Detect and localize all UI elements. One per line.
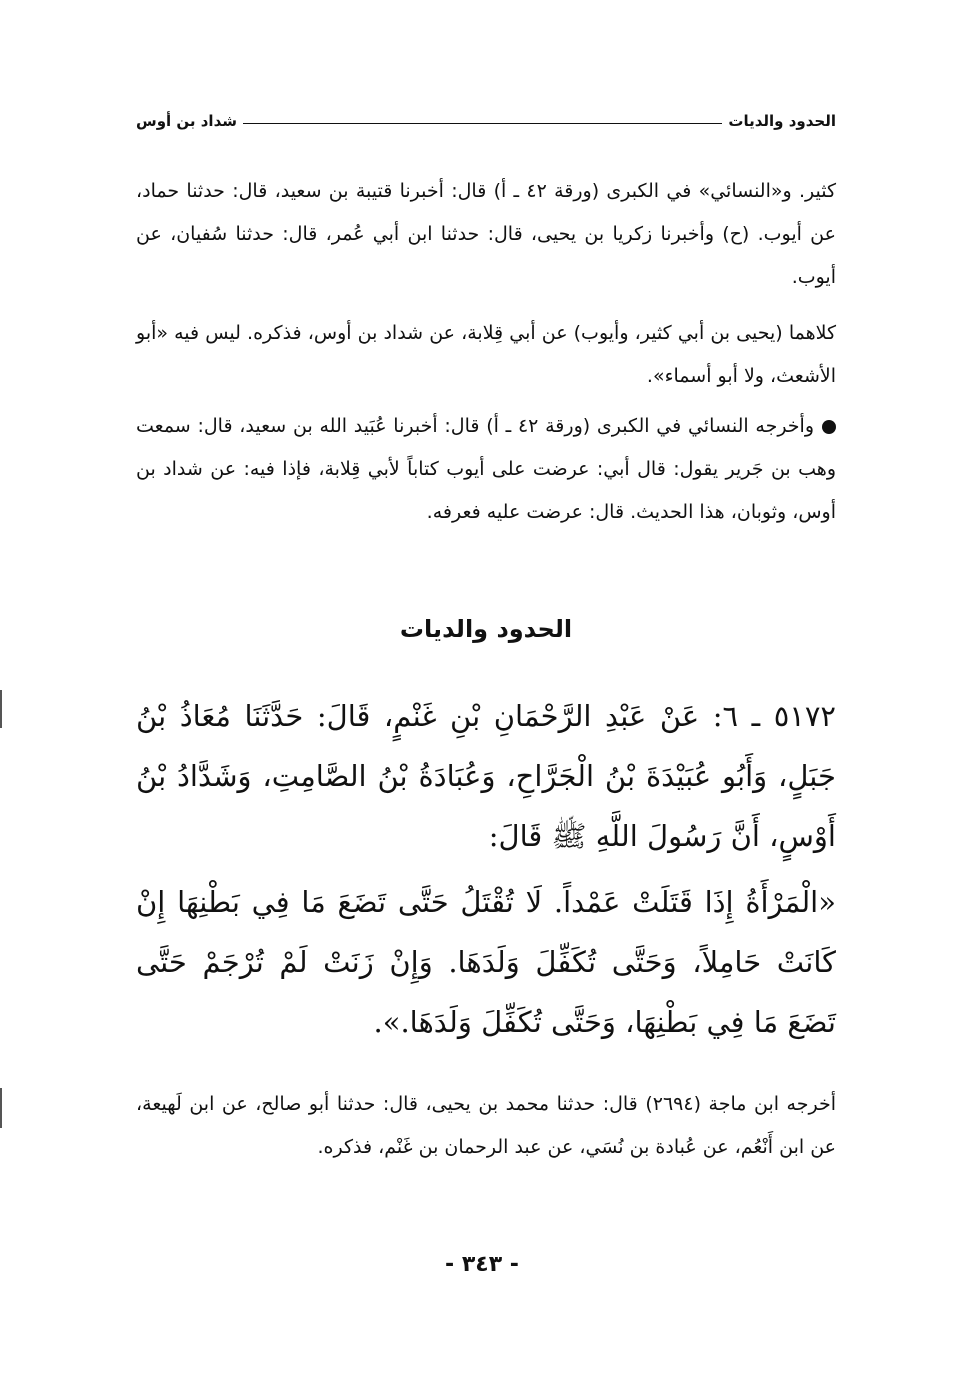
running-header	[136, 100, 836, 130]
paragraph-both-narrators: كلاهما (يحيى بن أبي كثير، وأيوب) عن أبي قِلابة، عن شداد بن أوس، فذكره. ليس فيه «أبو الأشعث، ولا أبو أسماء».	[136, 322, 836, 387]
page-number: - ٣٤٣ -	[445, 1252, 519, 1277]
paragraph-nasai-report	[136, 405, 836, 534]
paragraph-takhrij-continued: كثير. و«النسائي» في الكبرى (ورقة ٤٢ ـ أ) قال: أخبرنا قتيبة بن سعيد، قال: حدثنا حماد، عن أيوب. (ح) وأخبرنا زكريا بن يحيى، قال: حدثنا ابن أبي عُمر، قال: حدثنا سُفيان، عن أيوب.	[136, 180, 836, 288]
header-narrator-title: شداد بن أوس	[136, 112, 237, 130]
paragraph-ibn-majah: أخرجه ابن ماجة (٢٦٩٤) قال: حدثنا محمد بن يحيى، قال: حدثنا أبو صالح، عن ابن لَهيعة، عن ابن أَنْعُم، عن عُبادة بن نُسَي، عن عبد الرحمان بن غَنْم، فذكره.	[136, 1093, 836, 1158]
paragraph-nasai-text: وأخرجه النسائي في الكبرى (ورقة ٤٢ ـ أ) قال: أخبرنا عُبَيد الله بن سعيد، قال: سمعت وهب بن جَرير يقول: قال أبي: عرضت على أيوب كتاباً لأبي قِلابة، فإذا فيه: عن شداد بن أوس، وثوبان، هذا الحديث. قال: عرضت عليه فعرفه.	[136, 415, 836, 523]
header-rule	[243, 123, 722, 124]
header-chapter-title: الحدود والديات	[728, 112, 836, 130]
hadith-isnad: ٥١٧٢ ـ ٦: عَنْ عَبْدِ الرَّحْمَانِ بْنِ غَنْمٍ، قَالَ: حَدَّثَنَا مُعَاذُ بْنُ جَبَلٍ، وَأَبُو عُبَيْدَةَ بْنُ الْجَرَّاحِ، وَعُبَادَةُ بْنُ الصَّامِتِ، وَشَدَّادُ بْنُ أَوْسٍ، أَنَّ رَسُولَ اللَّهِ ﷺ قَالَ:	[136, 699, 837, 853]
margin-mark	[0, 1088, 2, 1128]
bullet-icon	[822, 420, 836, 434]
section-title: الحدود والديات	[399, 615, 573, 643]
margin-mark	[0, 690, 2, 728]
hadith-matn: «الْمَرْأَةُ إِذَا قَتَلَتْ عَمْداً. لَا تُقْتَلُ حَتَّى تَضَعَ مَا فِي بَطْنِهَا إِنْ كَانَتْ حَامِلاً، وَحَتَّى تُكَفِّلَ وَلَدَهَا. وَإِنْ زَنَتْ لَمْ تُرْجَمْ حَتَّى تَضَعَ مَا فِي بَطْنِهَا، وَحَتَّى تُكَفِّلَ وَلَدَهَا.».	[136, 885, 836, 1039]
